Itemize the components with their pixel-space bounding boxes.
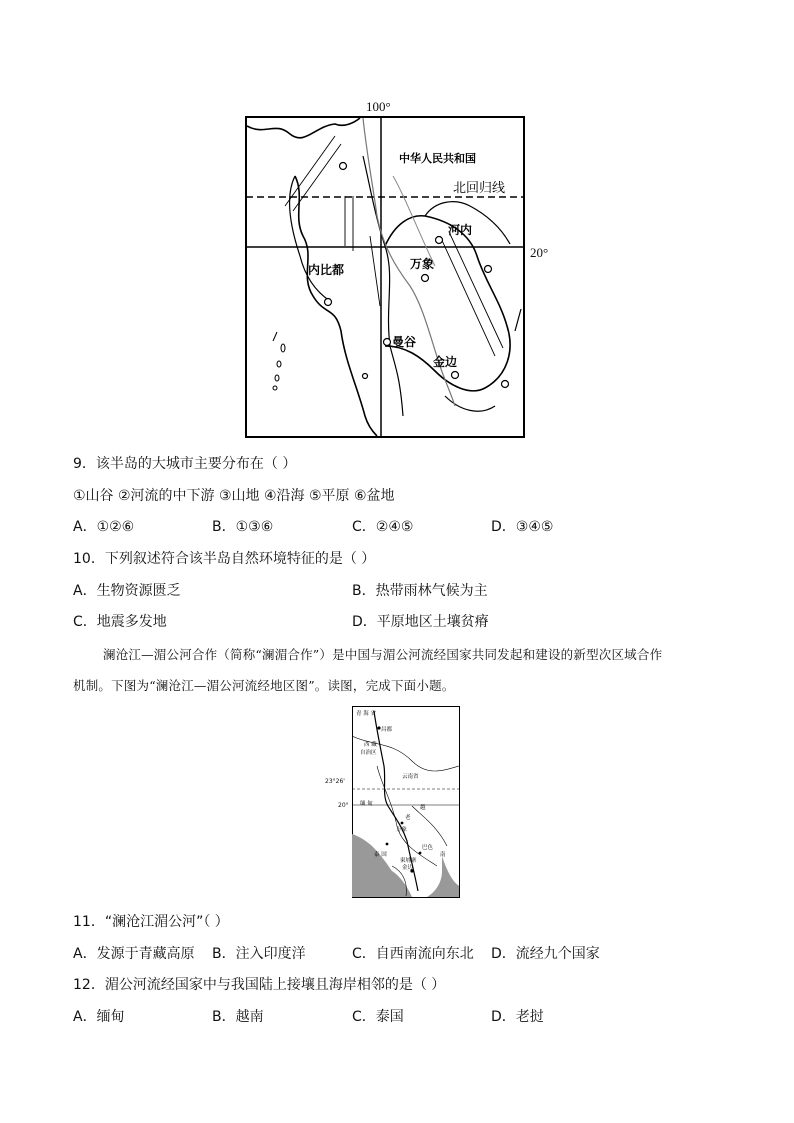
q9-option-d[interactable]: D．③④⑤ — [491, 519, 554, 535]
q11-stem: 11．“澜沧江湄公河”（ ） — [73, 914, 229, 930]
bangkok-dot — [384, 339, 391, 346]
q12-option-a[interactable]: A．缅甸 — [73, 1009, 125, 1025]
q10-option-c[interactable]: C．地震多发地 — [73, 614, 167, 630]
q10-option-a[interactable]: A．生物资源匮乏 — [73, 583, 181, 599]
label-naypyidaw: 内比都 — [308, 263, 345, 277]
map2-label-vientiane: 万象 — [396, 827, 408, 833]
parallel-20-label: 20° — [530, 245, 549, 260]
q9-items: ①山谷 ②河流的中下游 ③山地 ④沿海 ⑤平原 ⑥盆地 — [73, 488, 395, 504]
meridian-100-label: 100° — [366, 99, 391, 114]
map2-label-qinghai: 青 海 省 — [356, 711, 376, 717]
map2-label-phnompenh: 金边 — [402, 865, 414, 871]
q10-stem: 10．下列叙述符合该半岛自然环境特征的是（ ） — [73, 551, 376, 567]
q11-option-b[interactable]: B．注入印度洋 — [212, 946, 306, 962]
map2-label-thailand: 泰 国 — [374, 852, 387, 858]
map2-label-tibet-2: 自治区 — [360, 750, 377, 756]
label-hanoi: 河内 — [448, 223, 473, 237]
label-bangkok: 曼谷 — [392, 335, 417, 349]
q11-option-d[interactable]: D．流经九个国家 — [491, 946, 600, 962]
map2-label-vietnam: 越 — [420, 805, 426, 811]
map2-label-south: 南 — [440, 852, 446, 858]
indochina-map — [245, 116, 525, 438]
map2-lat-20: 20° — [338, 802, 349, 809]
map2-label-myanmar: 缅 甸 — [360, 801, 373, 807]
map2-label-changdu: 昌都 — [381, 727, 393, 733]
map2-label-laos: 老 — [405, 815, 411, 821]
map2-label-cambodia: 柬埔寨 — [400, 858, 417, 864]
map2-label-yunnan: 云南省 — [402, 774, 419, 780]
q12-option-d[interactable]: D．老挝 — [491, 1009, 544, 1025]
q10-option-b[interactable]: B．热带雨林气候为主 — [352, 583, 488, 599]
map2-label-bassac: 巴色 — [422, 845, 434, 851]
q9-option-a[interactable]: A．①②⑥ — [73, 519, 135, 535]
passage-line-2: 机制。下图为“澜沧江—湄公河流经地区图”。读图，完成下面小题。 — [73, 678, 455, 693]
q9-option-c[interactable]: C．②④⑤ — [352, 519, 414, 535]
q12-option-c[interactable]: C．泰国 — [352, 1009, 404, 1025]
q9-option-b[interactable]: B．①③⑥ — [212, 519, 274, 535]
label-china: 中华人民共和国 — [399, 152, 476, 165]
q10-option-d[interactable]: D．平原地区土壤贫瘠 — [352, 614, 489, 630]
q11-option-a[interactable]: A．发源于青藏高原 — [73, 946, 195, 962]
label-vientiane: 万象 — [410, 257, 435, 271]
q12-option-b[interactable]: B．越南 — [212, 1009, 264, 1025]
label-tropic: 北回归线 — [453, 181, 506, 196]
q12-stem: 12．湄公河流经国家中与我国陆上接壤且海岸相邻的是（ ） — [73, 977, 446, 993]
map2-label-tibet: 西 藏 — [364, 742, 377, 748]
q11-option-c[interactable]: C．自西南流向东北 — [352, 946, 474, 962]
map2-lat-2326: 23°26' — [325, 778, 345, 785]
q9-stem: 9．该半岛的大城市主要分布在（ ） — [73, 456, 297, 472]
lancang-mekong-map — [352, 706, 460, 898]
passage-line-1: 澜沧江—湄公河合作（简称“澜湄合作”）是中国与湄公河流经国家共同发起和建设的新型次区域合作 — [103, 647, 663, 662]
label-phnompenh: 金边 — [433, 355, 458, 369]
